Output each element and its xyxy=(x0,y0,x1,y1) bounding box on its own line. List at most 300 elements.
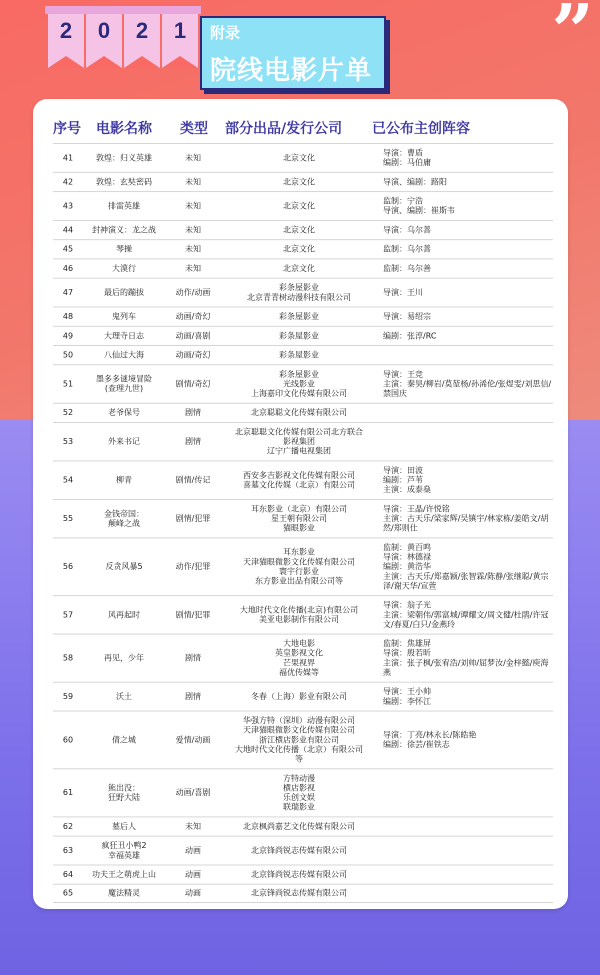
cell-title xyxy=(83,173,165,191)
cell-genre-line: 未知 xyxy=(185,225,201,234)
cell-company-line: 猫眼影业 xyxy=(283,523,315,533)
cell-crew-line: 主演：成泰燊 xyxy=(383,484,431,494)
title-box xyxy=(200,16,386,90)
cell-genre xyxy=(165,538,221,595)
cell-company-line: 彩条屋影业 xyxy=(279,311,319,321)
cell-company-line: 北京文化 xyxy=(283,225,315,234)
cell-title xyxy=(83,327,165,345)
cell-company xyxy=(221,221,377,239)
cell-number-line: 59 xyxy=(62,691,74,701)
table-row xyxy=(53,239,553,258)
cell-genre-line: 未知 xyxy=(185,821,201,831)
cell-crew-line: 编剧：黄浩华 xyxy=(383,561,431,571)
cell-genre xyxy=(165,192,221,220)
cell-title-line: 封神演义：龙之战 xyxy=(92,225,156,234)
table-row xyxy=(53,884,553,903)
column-header-title: 电影名称 xyxy=(96,121,152,137)
cell-number xyxy=(53,144,83,172)
cell-number-line: 55 xyxy=(62,513,74,523)
cell-number-line: 64 xyxy=(62,869,74,879)
cell-company-line: 喜墓文化传媒（北京）有限公司 xyxy=(243,480,355,489)
cell-crew-line: 导演：王晶/许悦铭 xyxy=(383,504,450,513)
cell-genre xyxy=(165,500,221,538)
cell-title xyxy=(83,308,165,326)
cell-company-line: 北京锋尚锐志传媒有限公司 xyxy=(251,869,347,879)
cell-crew-line: 主演：古天乐/郑嘉颖/张智霖/陈静/张继聪/黄宗泽/谢天华/宣萱 xyxy=(383,571,549,590)
cell-crew-line: 导演：丁亮/林永长/陈皓艳 xyxy=(383,730,477,739)
cell-company xyxy=(221,500,377,538)
cell-company-line: 北京文化 xyxy=(283,153,315,162)
cell-crew-line: 导演：王竞 xyxy=(383,369,423,379)
cell-title xyxy=(83,461,165,499)
cell-genre xyxy=(165,346,221,364)
cell-title xyxy=(83,596,165,634)
cell-company xyxy=(221,865,377,883)
table-row xyxy=(53,634,553,682)
cell-genre xyxy=(165,279,221,307)
cell-number-line: 41 xyxy=(62,153,74,162)
cell-number-line: 58 xyxy=(62,653,74,662)
cell-number xyxy=(53,712,83,769)
cell-genre-line: 动画/喜剧 xyxy=(175,788,211,797)
cell-company-line: 北京文化 xyxy=(283,177,315,186)
cell-crew xyxy=(383,538,553,595)
table-row xyxy=(53,711,553,769)
cell-crew xyxy=(383,865,553,883)
cell-company xyxy=(221,596,377,634)
table-row xyxy=(53,816,553,835)
cell-company-line: 北京文化 xyxy=(283,244,315,254)
cell-genre-line: 动画 xyxy=(185,888,201,898)
cell-genre xyxy=(165,144,221,172)
cell-title xyxy=(83,423,165,461)
year-digit: 2 xyxy=(135,18,149,43)
cell-crew-line: 监制：乌尔善 xyxy=(383,244,431,254)
cell-company-line: 彩条屋影业 xyxy=(279,282,319,292)
cell-company-line: 芒果视界 xyxy=(283,658,315,667)
cell-genre xyxy=(165,259,221,277)
cell-crew-line: 编剧：李怀江 xyxy=(383,696,431,706)
cell-number-line: 56 xyxy=(62,561,74,571)
cell-number xyxy=(53,327,83,345)
cell-genre xyxy=(165,240,221,258)
cell-company xyxy=(221,259,377,277)
cell-title-line: 金钱帝国： xyxy=(104,509,144,518)
cell-number-line: 60 xyxy=(62,735,74,744)
cell-title xyxy=(83,837,165,865)
cell-title xyxy=(83,635,165,682)
cell-company-line: 辽宁广播电视集团 xyxy=(267,446,331,456)
cell-number xyxy=(53,461,83,499)
cell-title-line: 墨多多谜境冒险 xyxy=(96,374,152,384)
cell-number xyxy=(53,346,83,364)
cell-company-line: 横店影视 xyxy=(283,783,315,792)
cell-crew xyxy=(383,423,553,461)
cell-crew-line: 主演：秦昊/柳岩/莫堃杨/孙浠伦/张煜雯/刘思信/禁国庆 xyxy=(383,379,552,398)
cell-number xyxy=(53,817,83,835)
cell-company-line: 西安多吉影视文化传媒有限公司 xyxy=(243,470,355,480)
cell-genre xyxy=(165,423,221,461)
cell-company-line: 乐创文娱 xyxy=(283,792,315,802)
cell-company-line: 福优传媒等 xyxy=(279,667,319,677)
cell-crew-line: 导演：田波 xyxy=(383,465,423,475)
cell-genre-line: 未知 xyxy=(185,263,201,273)
cell-title-line: 倩之城 xyxy=(112,735,136,744)
table-row xyxy=(53,422,553,460)
cell-title xyxy=(83,346,165,364)
column-header-genre: 类型 xyxy=(180,121,208,137)
cell-title-line: 大理寺日志 xyxy=(104,331,144,340)
cell-crew-line: 导演：易绍宗 xyxy=(383,311,431,321)
cell-genre-line: 动作/动画 xyxy=(175,287,211,297)
table-row xyxy=(53,191,553,220)
cell-genre xyxy=(165,865,221,883)
cell-genre-line: 剧情 xyxy=(185,408,201,417)
cell-company xyxy=(221,240,377,258)
table-row xyxy=(53,278,553,307)
cell-title-line: 老爷保号 xyxy=(108,408,140,417)
cell-company-line: 方特动漫 xyxy=(283,773,315,783)
cell-number-line: 52 xyxy=(62,408,74,417)
cell-crew-line: 监制：宁浩 xyxy=(383,196,423,206)
cell-company-line: 上海嘉印文化传媒有限公司 xyxy=(251,388,347,398)
cell-genre xyxy=(165,404,221,422)
cell-number xyxy=(53,865,83,883)
cell-company xyxy=(221,635,377,682)
cell-company xyxy=(221,817,377,835)
cell-crew xyxy=(383,500,553,538)
cell-company-line: 耳东影业（北京）有限公司 xyxy=(251,504,347,513)
page-subtitle: 附录 xyxy=(210,24,241,42)
year-digit: 0 xyxy=(97,18,111,43)
cell-title-line: 鬼列车 xyxy=(112,311,136,321)
cell-company-line: 北京青青树动漫科技有限公司 xyxy=(247,292,351,302)
cell-title-line: 幸福英雄 xyxy=(108,850,140,860)
cell-company xyxy=(221,769,377,816)
cell-title-line: 敦煌：归义英雄 xyxy=(96,153,152,162)
cell-number-line: 49 xyxy=(62,331,74,340)
cell-title-line: 墓后人 xyxy=(112,821,136,831)
cell-genre xyxy=(165,817,221,835)
cell-number xyxy=(53,538,83,595)
cell-genre xyxy=(165,712,221,769)
cell-number-line: 42 xyxy=(62,177,74,186)
cell-company-line: 北京锋尚锐志传媒有限公司 xyxy=(251,845,347,855)
cell-crew xyxy=(383,173,553,191)
cell-number-line: 51 xyxy=(62,379,74,388)
cell-company xyxy=(221,461,377,499)
cell-company-line: 大地时代文化传播(北京)有限公司 xyxy=(239,605,359,614)
cell-title-line: 外来书记 xyxy=(108,436,140,446)
cell-title-line: 再见，少年 xyxy=(104,653,144,662)
cell-crew xyxy=(383,327,553,345)
cell-number-line: 45 xyxy=(62,244,74,254)
cell-company xyxy=(221,308,377,326)
cell-genre xyxy=(165,885,221,902)
year-flag xyxy=(48,6,84,68)
cell-crew xyxy=(383,221,553,239)
cell-company-line: 北京枫尚嘉艺文化传媒有限公司 xyxy=(243,821,355,831)
table-row xyxy=(53,345,553,364)
table-row xyxy=(53,172,553,191)
cell-company xyxy=(221,683,377,711)
cell-number-line: 47 xyxy=(62,287,74,297)
cell-crew-line: 导演：林德禄 xyxy=(383,552,431,561)
quote-mark-icon: ” xyxy=(551,0,594,75)
cell-crew xyxy=(383,596,553,634)
cell-crew xyxy=(383,769,553,816)
cell-genre-line: 未知 xyxy=(185,153,201,162)
cell-genre xyxy=(165,327,221,345)
cell-company-line: 北京聪聪文化传媒有限公司 xyxy=(251,408,347,417)
cell-number xyxy=(53,279,83,307)
cell-genre-line: 剧情/奇幻 xyxy=(175,379,211,388)
cell-title xyxy=(83,712,165,769)
cell-crew xyxy=(383,259,553,277)
year-digit: 1 xyxy=(173,18,187,43)
table-row xyxy=(53,836,553,865)
cell-number-line: 63 xyxy=(62,845,74,855)
cell-genre xyxy=(165,596,221,634)
cell-company xyxy=(221,173,377,191)
cell-company-line: 影视集团 xyxy=(283,436,315,446)
cell-company xyxy=(221,279,377,307)
page-title: 院线电影片单 xyxy=(210,56,373,86)
cell-number-line: 61 xyxy=(62,788,74,797)
cell-title-line: 反贪风暴5 xyxy=(105,561,143,571)
cell-number xyxy=(53,596,83,634)
cell-title-line: 熊出没： xyxy=(108,783,140,792)
cell-title xyxy=(83,538,165,595)
cell-company-line: 彩条屋影业 xyxy=(279,331,319,340)
cell-genre-line: 未知 xyxy=(185,201,201,210)
cell-crew xyxy=(383,837,553,865)
year-banner xyxy=(48,6,198,68)
column-header-company: 部分出品/发行公司 xyxy=(225,121,343,137)
cell-company-line: 等 xyxy=(295,754,303,764)
table-row xyxy=(53,403,553,422)
year-flag xyxy=(124,6,160,68)
cell-company-line: 星王朝有限公司 xyxy=(271,513,327,523)
cell-crew-line: 主演：古天乐/梁家辉/吴镇宇/林家栋/姜皓文/胡然/郑则仕 xyxy=(383,513,549,533)
cell-crew xyxy=(383,712,553,769)
cell-number xyxy=(53,404,83,422)
cell-title-line: 魔法精灵 xyxy=(108,888,140,898)
cell-genre xyxy=(165,308,221,326)
cell-crew xyxy=(383,308,553,326)
cell-crew xyxy=(383,365,553,403)
cell-number xyxy=(53,837,83,865)
cell-crew-line: 监制：黄百鸣 xyxy=(383,542,431,552)
cell-title xyxy=(83,365,165,403)
cell-crew xyxy=(383,192,553,220)
cell-company-line: 浙江横店影业有限公司 xyxy=(259,735,339,744)
cell-title xyxy=(83,865,165,883)
cell-crew-line: 主演：张子枫/张宥浩/刘帅/屈梦汝/金梓懿/庾海燕 xyxy=(383,658,549,677)
cell-genre-line: 剧情/传记 xyxy=(175,475,211,485)
cell-number xyxy=(53,885,83,902)
cell-crew xyxy=(383,346,553,364)
cell-title xyxy=(83,144,165,172)
cell-company xyxy=(221,712,377,769)
cell-company-line: 北京文化 xyxy=(283,263,315,273)
cell-genre-line: 动作/犯罪 xyxy=(175,561,211,571)
cell-number xyxy=(53,500,83,538)
cell-company-line: 华强方特（深圳）动漫有限公司 xyxy=(243,715,355,725)
cell-title-line: 疯狂丑小鸭2 xyxy=(101,840,147,850)
cell-number-line: 62 xyxy=(62,821,74,831)
cell-genre xyxy=(165,837,221,865)
cell-title-line: 最后的蹦拔 xyxy=(104,287,144,297)
cell-crew xyxy=(383,461,553,499)
table-row xyxy=(53,499,553,537)
table-row xyxy=(53,258,553,277)
cell-title-line: 颠峰之战 xyxy=(108,518,140,528)
cell-title-line: (查理九世) xyxy=(104,383,144,393)
cell-company xyxy=(221,144,377,172)
table-row xyxy=(53,326,553,345)
cell-company-line: 北京文化 xyxy=(283,201,315,210)
cell-company-line: 寰宇行影业 xyxy=(279,566,319,576)
cell-number xyxy=(53,192,83,220)
cell-crew xyxy=(383,885,553,902)
cell-company-line: 北京锋尚锐志传媒有限公司 xyxy=(251,888,347,898)
cell-title xyxy=(83,240,165,258)
cell-title xyxy=(83,500,165,538)
cell-title-line: 沃土 xyxy=(116,691,132,701)
cell-number-line: 43 xyxy=(62,201,74,210)
year-flag xyxy=(86,6,122,68)
cell-genre-line: 动画 xyxy=(185,869,201,879)
cell-company xyxy=(221,404,377,422)
cell-genre xyxy=(165,365,221,403)
cell-company-line: 美亚电影制作有限公司 xyxy=(259,614,339,624)
cell-crew xyxy=(383,635,553,682)
cell-number-line: 57 xyxy=(62,610,74,619)
cell-company xyxy=(221,365,377,403)
table-row xyxy=(53,143,553,172)
cell-genre xyxy=(165,769,221,816)
cell-number xyxy=(53,769,83,816)
cell-genre-line: 剧情 xyxy=(185,691,201,701)
cell-title xyxy=(83,221,165,239)
cell-crew xyxy=(383,817,553,835)
cell-crew xyxy=(383,683,553,711)
cell-crew-line: 导演、编剧：崔斯韦 xyxy=(383,206,455,215)
cell-title xyxy=(83,259,165,277)
cell-company-line: 联瑞影业 xyxy=(283,802,315,812)
cell-number-line: 54 xyxy=(62,475,74,485)
cell-company-line: 冬春（上海）影业有限公司 xyxy=(251,691,347,701)
table-row xyxy=(53,537,553,595)
cell-company-line: 耳东影业 xyxy=(283,547,315,557)
cell-number xyxy=(53,308,83,326)
cell-title xyxy=(83,885,165,902)
cell-genre-line: 未知 xyxy=(185,244,201,254)
cell-genre-line: 剧情/犯罪 xyxy=(175,610,211,619)
cell-genre xyxy=(165,461,221,499)
cell-title-line: 功夫王之萌虎上山 xyxy=(92,869,156,879)
cell-company-line: 东方影业出品有限公司等 xyxy=(255,576,343,586)
cell-company xyxy=(221,885,377,902)
cell-company-line: 英皇影视文化 xyxy=(275,648,323,658)
table-row xyxy=(53,595,553,633)
cell-number xyxy=(53,423,83,461)
cell-company xyxy=(221,346,377,364)
cell-crew-line: 主演：梁朝伟/郭富城/谭耀文/周文健/杜鹃/许冠文/春夏/白只/金燕玲 xyxy=(383,610,549,629)
cell-company-line: 大地电影 xyxy=(283,638,315,648)
cell-title-line: 狂野大陆 xyxy=(108,792,140,802)
cell-genre-line: 未知 xyxy=(185,177,201,186)
cell-number-line: 48 xyxy=(62,311,74,321)
cell-crew xyxy=(383,240,553,258)
cell-title-line: 敦煌：玄奘密码 xyxy=(96,177,152,186)
cell-number-line: 46 xyxy=(62,263,74,273)
cell-company xyxy=(221,423,377,461)
cell-genre-line: 剧情/犯罪 xyxy=(175,513,211,523)
table-row xyxy=(53,460,553,498)
cell-title-line: 琴操 xyxy=(116,244,132,254)
cell-crew-line: 编剧：芦苇 xyxy=(383,475,423,485)
cell-genre-line: 动画/奇幻 xyxy=(175,311,211,321)
cell-number xyxy=(53,173,83,191)
table-row xyxy=(53,768,553,816)
cell-title-line: 八仙过大海 xyxy=(104,350,144,359)
cell-company xyxy=(221,837,377,865)
cell-company-line: 天津猫眼微影文化传媒有限公司 xyxy=(243,557,355,566)
table-row xyxy=(53,682,553,711)
cell-crew-line: 监制：乌尔善 xyxy=(383,263,431,273)
cell-genre xyxy=(165,683,221,711)
cell-number xyxy=(53,240,83,258)
cell-company xyxy=(221,327,377,345)
cell-genre xyxy=(165,635,221,682)
column-header-crew: 已公布主创阵容 xyxy=(372,121,470,137)
cell-genre-line: 动画/奇幻 xyxy=(175,350,211,359)
cell-crew-line: 导演、编剧：路阳 xyxy=(383,177,447,186)
cell-company-line: 彩条屋影业 xyxy=(279,369,319,379)
cell-number xyxy=(53,221,83,239)
cell-genre xyxy=(165,173,221,191)
cell-number xyxy=(53,635,83,682)
cell-company-line: 大地时代文化传播（北京）有限公司 xyxy=(235,744,363,754)
cell-genre-line: 动画 xyxy=(185,845,201,855)
cell-crew xyxy=(383,144,553,172)
film-list-card xyxy=(33,99,568,909)
cell-title xyxy=(83,192,165,220)
cell-number xyxy=(53,683,83,711)
cell-crew-line: 导演：王小帅 xyxy=(383,687,431,696)
cell-company-line: 彩条屋影业 xyxy=(279,350,319,359)
cell-number-line: 65 xyxy=(62,888,74,898)
cell-title-line: 排雷英雄 xyxy=(108,201,140,210)
cell-crew-line: 导演：王川 xyxy=(383,287,423,297)
cell-title-line: 风再起时 xyxy=(108,610,140,619)
cell-genre xyxy=(165,221,221,239)
cell-crew xyxy=(383,404,553,422)
cell-title xyxy=(83,817,165,835)
cell-genre-line: 剧情 xyxy=(185,653,201,662)
cell-crew-line: 导演：翁子光 xyxy=(383,600,431,610)
cell-company-line: 北京聪聪文化传媒有限公司北方联合 xyxy=(235,427,363,436)
cell-title xyxy=(83,404,165,422)
cell-title-line: 柳青 xyxy=(116,475,132,485)
cell-company-line: 光线影业 xyxy=(283,379,315,388)
cell-title xyxy=(83,683,165,711)
column-header-number: 序号 xyxy=(53,121,81,137)
cell-number xyxy=(53,365,83,403)
year-digit: 2 xyxy=(59,18,73,43)
